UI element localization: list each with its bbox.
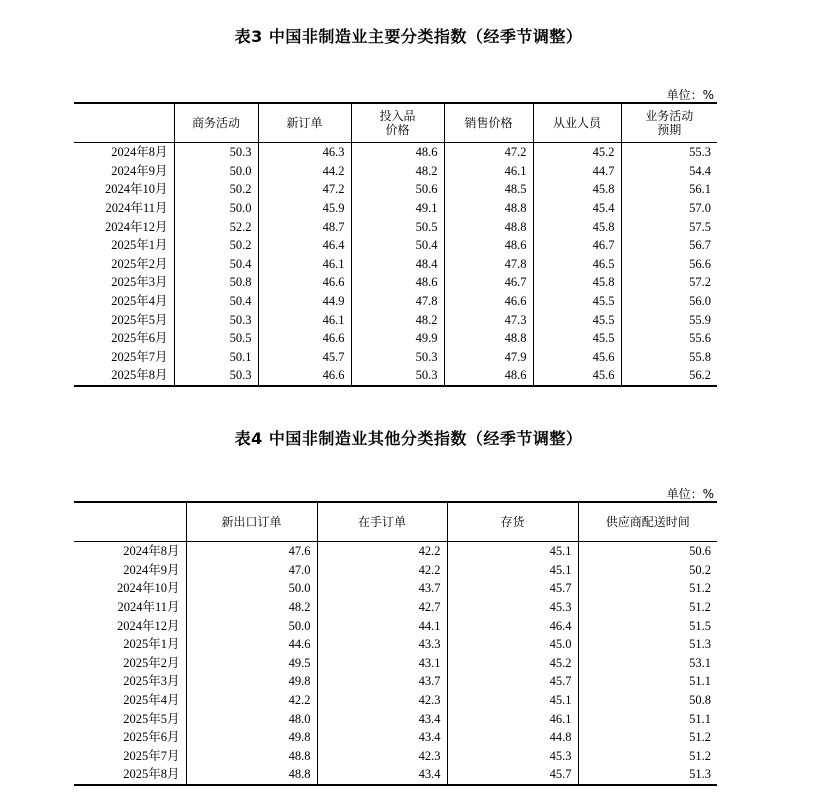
table-cell-value: 45.1 bbox=[447, 691, 578, 710]
table-cell-value: 47.2 bbox=[444, 143, 533, 162]
table-cell-value: 55.3 bbox=[621, 143, 717, 162]
row-label-month: 2024年9月 bbox=[111, 163, 168, 178]
table-cell-value: 50.6 bbox=[351, 180, 444, 199]
table-cell-value: 42.2 bbox=[186, 691, 317, 710]
table-cell-value: 46.6 bbox=[444, 292, 533, 311]
table-cell-value: 50.8 bbox=[578, 691, 717, 710]
table-cell-value: 48.7 bbox=[258, 217, 351, 236]
table-cell-value: 50.4 bbox=[174, 292, 258, 311]
table4-title: 表4 中国非制造业其他分类指数（经季节调整） bbox=[234, 429, 583, 448]
table-row bbox=[74, 143, 717, 162]
table-cell-value: 46.7 bbox=[533, 236, 621, 255]
table-cell-value: 47.3 bbox=[444, 310, 533, 329]
table-cell-value: 47.9 bbox=[444, 348, 533, 367]
table-row bbox=[74, 616, 717, 635]
table-row bbox=[74, 292, 717, 311]
table4-col-header-1 bbox=[186, 502, 317, 542]
table-cell-value: 46.4 bbox=[258, 236, 351, 255]
table-cell-value: 50.3 bbox=[174, 310, 258, 329]
table-row bbox=[74, 709, 717, 728]
table-cell-value: 49.8 bbox=[186, 672, 317, 691]
table-cell-value: 46.1 bbox=[258, 255, 351, 274]
table-cell-value: 48.4 bbox=[351, 255, 444, 274]
table3-title: 表3 中国非制造业主要分类指数（经季节调整） bbox=[234, 27, 583, 46]
table-cell-value: 43.7 bbox=[317, 579, 447, 598]
table-cell-value: 47.8 bbox=[351, 292, 444, 311]
table-cell-value: 50.2 bbox=[578, 561, 717, 580]
row-label-month: 2024年11月 bbox=[105, 201, 168, 216]
table3-col-header-text: 销售价格 bbox=[464, 116, 513, 130]
table3-col-header-3 bbox=[351, 103, 444, 143]
table-cell-value: 48.8 bbox=[186, 747, 317, 766]
row-label-month: 2025年5月 bbox=[123, 711, 180, 726]
table-cell-value: 51.2 bbox=[578, 747, 717, 766]
table-cell-value: 54.4 bbox=[621, 162, 717, 181]
table-cell-value: 48.8 bbox=[444, 217, 533, 236]
table-cell-value: 46.1 bbox=[444, 162, 533, 181]
table-cell-value: 45.7 bbox=[447, 672, 578, 691]
table4-col-header-text: 存货 bbox=[500, 515, 525, 529]
table-cell-value: 57.5 bbox=[621, 217, 717, 236]
table-cell-value: 44.2 bbox=[258, 162, 351, 181]
table-cell-value: 45.2 bbox=[447, 654, 578, 673]
table-row bbox=[74, 236, 717, 255]
table-cell-value: 45.3 bbox=[447, 747, 578, 766]
table-cell-value: 51.3 bbox=[578, 765, 717, 785]
table-cell-value: 48.6 bbox=[351, 273, 444, 292]
table-cell-value: 55.9 bbox=[621, 310, 717, 329]
table3-col-header-5 bbox=[533, 103, 621, 143]
table-cell-value: 45.7 bbox=[447, 579, 578, 598]
table-cell-value: 56.0 bbox=[621, 292, 717, 311]
table-cell-value: 57.2 bbox=[621, 273, 717, 292]
table-cell-value: 43.4 bbox=[317, 709, 447, 728]
table-cell-value: 45.7 bbox=[258, 348, 351, 367]
table-cell-value: 44.8 bbox=[447, 728, 578, 747]
table3-col-header-6 bbox=[621, 103, 717, 143]
table-cell-value: 51.3 bbox=[578, 635, 717, 654]
table-row bbox=[74, 180, 717, 199]
row-label-month: 2025年6月 bbox=[111, 331, 168, 346]
table3-col-header-4 bbox=[444, 103, 533, 143]
table-cell-value: 43.7 bbox=[317, 672, 447, 691]
table-cell-value: 42.7 bbox=[317, 598, 447, 617]
table-cell-value: 50.1 bbox=[174, 348, 258, 367]
table-cell-value: 50.2 bbox=[174, 236, 258, 255]
table4-unit-label: 单位：% bbox=[666, 487, 714, 501]
table3-col-header-text: 业务活动 bbox=[645, 109, 694, 123]
table-cell-value: 50.4 bbox=[351, 236, 444, 255]
table-cell-value: 48.8 bbox=[444, 199, 533, 218]
table3-col-header-1 bbox=[174, 103, 258, 143]
table-cell-value: 50.3 bbox=[174, 143, 258, 162]
table-cell-value: 45.4 bbox=[533, 199, 621, 218]
table-row bbox=[74, 310, 717, 329]
table-cell-value: 53.1 bbox=[578, 654, 717, 673]
table-cell-value: 42.3 bbox=[317, 747, 447, 766]
table-cell-value: 50.0 bbox=[186, 616, 317, 635]
table-row bbox=[74, 598, 717, 617]
table-cell-value: 47.6 bbox=[186, 542, 317, 561]
table-cell-value: 45.8 bbox=[533, 273, 621, 292]
table4-col-header-3 bbox=[447, 502, 578, 542]
table-cell-value: 50.6 bbox=[578, 542, 717, 561]
row-label-month: 2024年8月 bbox=[111, 145, 168, 160]
table3-main-indices bbox=[74, 102, 717, 387]
table-cell-value: 48.6 bbox=[444, 366, 533, 386]
table-row bbox=[74, 561, 717, 580]
row-label-month: 2025年4月 bbox=[111, 294, 168, 309]
table-cell-value: 51.2 bbox=[578, 579, 717, 598]
row-label-month: 2025年1月 bbox=[111, 238, 168, 253]
table-cell-value: 50.3 bbox=[174, 366, 258, 386]
table-cell-value: 44.6 bbox=[186, 635, 317, 654]
table-cell-value: 45.8 bbox=[533, 180, 621, 199]
table-cell-value: 43.3 bbox=[317, 635, 447, 654]
table4-other-indices bbox=[74, 501, 717, 786]
table3-col-header-text: 新订单 bbox=[286, 116, 323, 130]
table3-body bbox=[74, 143, 717, 386]
table4-col-header-text: 新出口订单 bbox=[221, 515, 282, 529]
table4-col-header-text: 在手订单 bbox=[357, 515, 406, 529]
table-cell-value: 45.1 bbox=[447, 542, 578, 561]
table4-col-header-0 bbox=[74, 502, 186, 542]
table-row bbox=[74, 162, 717, 181]
row-label-month: 2025年2月 bbox=[123, 655, 180, 670]
table-cell-value: 45.5 bbox=[533, 292, 621, 311]
table-cell-value: 48.0 bbox=[186, 709, 317, 728]
table-cell-value: 51.5 bbox=[578, 616, 717, 635]
row-label-month: 2025年2月 bbox=[111, 256, 168, 271]
table-row bbox=[74, 728, 717, 747]
table3-col-header-text: 投入品 bbox=[379, 109, 416, 123]
table-cell-value: 48.5 bbox=[444, 180, 533, 199]
table4-col-header-4 bbox=[578, 502, 717, 542]
row-label-month: 2024年9月 bbox=[123, 562, 180, 577]
table-cell-value: 45.5 bbox=[533, 329, 621, 348]
table4-col-header-text: 供应商配送时间 bbox=[605, 515, 690, 529]
table-cell-value: 44.1 bbox=[317, 616, 447, 635]
table-cell-value: 51.2 bbox=[578, 728, 717, 747]
table-cell-value: 50.3 bbox=[351, 366, 444, 386]
table-cell-value: 45.2 bbox=[533, 143, 621, 162]
row-label-month: 2025年5月 bbox=[111, 312, 168, 327]
table-cell-value: 50.2 bbox=[174, 180, 258, 199]
row-label-month: 2025年7月 bbox=[111, 349, 168, 364]
table4-header-row bbox=[74, 502, 717, 542]
row-label-month: 2024年12月 bbox=[104, 219, 168, 234]
row-label-month: 2025年6月 bbox=[123, 730, 180, 745]
table-cell-value: 46.3 bbox=[258, 143, 351, 162]
table-cell-value: 47.2 bbox=[258, 180, 351, 199]
table-row bbox=[74, 199, 717, 218]
table-cell-value: 57.0 bbox=[621, 199, 717, 218]
table3-col-header-2 bbox=[258, 103, 351, 143]
table-cell-value: 45.7 bbox=[447, 765, 578, 785]
table-cell-value: 48.2 bbox=[351, 162, 444, 181]
table-row bbox=[74, 273, 717, 292]
table-cell-value: 48.6 bbox=[444, 236, 533, 255]
table-row bbox=[74, 765, 717, 785]
row-label-month: 2024年11月 bbox=[117, 600, 180, 615]
table-cell-value: 56.6 bbox=[621, 255, 717, 274]
table-cell-value: 42.2 bbox=[317, 542, 447, 561]
table-row bbox=[74, 255, 717, 274]
table-cell-value: 56.7 bbox=[621, 236, 717, 255]
table3-col-header-text: 预期 bbox=[657, 123, 682, 137]
row-label-month: 2024年8月 bbox=[123, 544, 180, 559]
table-cell-value: 45.3 bbox=[447, 598, 578, 617]
table-cell-value: 56.2 bbox=[621, 366, 717, 386]
table-cell-value: 49.5 bbox=[186, 654, 317, 673]
table-cell-value: 50.5 bbox=[351, 217, 444, 236]
table-cell-value: 43.4 bbox=[317, 765, 447, 785]
table-cell-value: 48.8 bbox=[186, 765, 317, 785]
table-cell-value: 51.1 bbox=[578, 672, 717, 691]
row-label-month: 2024年12月 bbox=[116, 618, 180, 633]
table3-unit-label: 单位：% bbox=[666, 88, 714, 102]
table-cell-value: 46.5 bbox=[533, 255, 621, 274]
table-cell-value: 43.1 bbox=[317, 654, 447, 673]
table-cell-value: 45.1 bbox=[447, 561, 578, 580]
row-label-month: 2025年3月 bbox=[111, 275, 168, 290]
table-cell-value: 50.5 bbox=[174, 329, 258, 348]
table-cell-value: 45.6 bbox=[533, 348, 621, 367]
table-row bbox=[74, 654, 717, 673]
table-row bbox=[74, 348, 717, 367]
table-row bbox=[74, 217, 717, 236]
table-cell-value: 45.0 bbox=[447, 635, 578, 654]
table-cell-value: 52.2 bbox=[174, 217, 258, 236]
table-cell-value: 48.2 bbox=[186, 598, 317, 617]
table-row bbox=[74, 366, 717, 386]
row-label-month: 2025年3月 bbox=[123, 674, 180, 689]
table-cell-value: 42.3 bbox=[317, 691, 447, 710]
table-cell-value: 50.3 bbox=[351, 348, 444, 367]
table-cell-value: 46.1 bbox=[258, 310, 351, 329]
table-cell-value: 55.8 bbox=[621, 348, 717, 367]
table-cell-value: 51.2 bbox=[578, 598, 717, 617]
row-label-month: 2025年8月 bbox=[111, 368, 168, 383]
table-cell-value: 46.6 bbox=[258, 273, 351, 292]
row-label-month: 2025年8月 bbox=[123, 767, 180, 782]
table3-col-header-text: 价格 bbox=[385, 123, 410, 137]
table-row bbox=[74, 635, 717, 654]
row-label-month: 2025年1月 bbox=[123, 637, 180, 652]
table-cell-value: 46.6 bbox=[258, 329, 351, 348]
row-label-month: 2024年10月 bbox=[116, 581, 180, 596]
table-cell-value: 46.1 bbox=[447, 709, 578, 728]
table-cell-value: 43.4 bbox=[317, 728, 447, 747]
table-cell-value: 50.4 bbox=[174, 255, 258, 274]
table3-header-row bbox=[74, 103, 717, 143]
table-cell-value: 47.8 bbox=[444, 255, 533, 274]
table-cell-value: 45.6 bbox=[533, 366, 621, 386]
table-cell-value: 50.0 bbox=[186, 579, 317, 598]
row-label-month: 2024年10月 bbox=[104, 182, 168, 197]
table-cell-value: 56.1 bbox=[621, 180, 717, 199]
table-cell-value: 48.8 bbox=[444, 329, 533, 348]
table-cell-value: 49.1 bbox=[351, 199, 444, 218]
table-row bbox=[74, 542, 717, 561]
row-label-month: 2025年4月 bbox=[123, 693, 180, 708]
table-cell-value: 50.0 bbox=[174, 199, 258, 218]
table-cell-value: 47.0 bbox=[186, 561, 317, 580]
table-cell-value: 50.8 bbox=[174, 273, 258, 292]
table3-col-header-text: 商务活动 bbox=[191, 116, 240, 130]
table-cell-value: 44.7 bbox=[533, 162, 621, 181]
table4-col-header-2 bbox=[317, 502, 447, 542]
table-cell-value: 46.4 bbox=[447, 616, 578, 635]
table-cell-value: 48.2 bbox=[351, 310, 444, 329]
table-cell-value: 46.7 bbox=[444, 273, 533, 292]
table3-col-header-text: 从业人员 bbox=[552, 116, 601, 130]
table-cell-value: 46.6 bbox=[258, 366, 351, 386]
table3-col-header-0 bbox=[74, 103, 174, 143]
table-cell-value: 44.9 bbox=[258, 292, 351, 311]
table-cell-value: 49.9 bbox=[351, 329, 444, 348]
table-cell-value: 45.9 bbox=[258, 199, 351, 218]
table-cell-value: 55.6 bbox=[621, 329, 717, 348]
table-cell-value: 42.2 bbox=[317, 561, 447, 580]
table-row bbox=[74, 691, 717, 710]
table-cell-value: 50.0 bbox=[174, 162, 258, 181]
row-label-month: 2025年7月 bbox=[123, 748, 180, 763]
table-row bbox=[74, 747, 717, 766]
table-row bbox=[74, 329, 717, 348]
table-cell-value: 45.5 bbox=[533, 310, 621, 329]
table-cell-value: 45.8 bbox=[533, 217, 621, 236]
table4-body bbox=[74, 542, 717, 785]
table-cell-value: 48.6 bbox=[351, 143, 444, 162]
table-row bbox=[74, 579, 717, 598]
table-row bbox=[74, 672, 717, 691]
table-cell-value: 51.1 bbox=[578, 709, 717, 728]
table-cell-value: 49.8 bbox=[186, 728, 317, 747]
